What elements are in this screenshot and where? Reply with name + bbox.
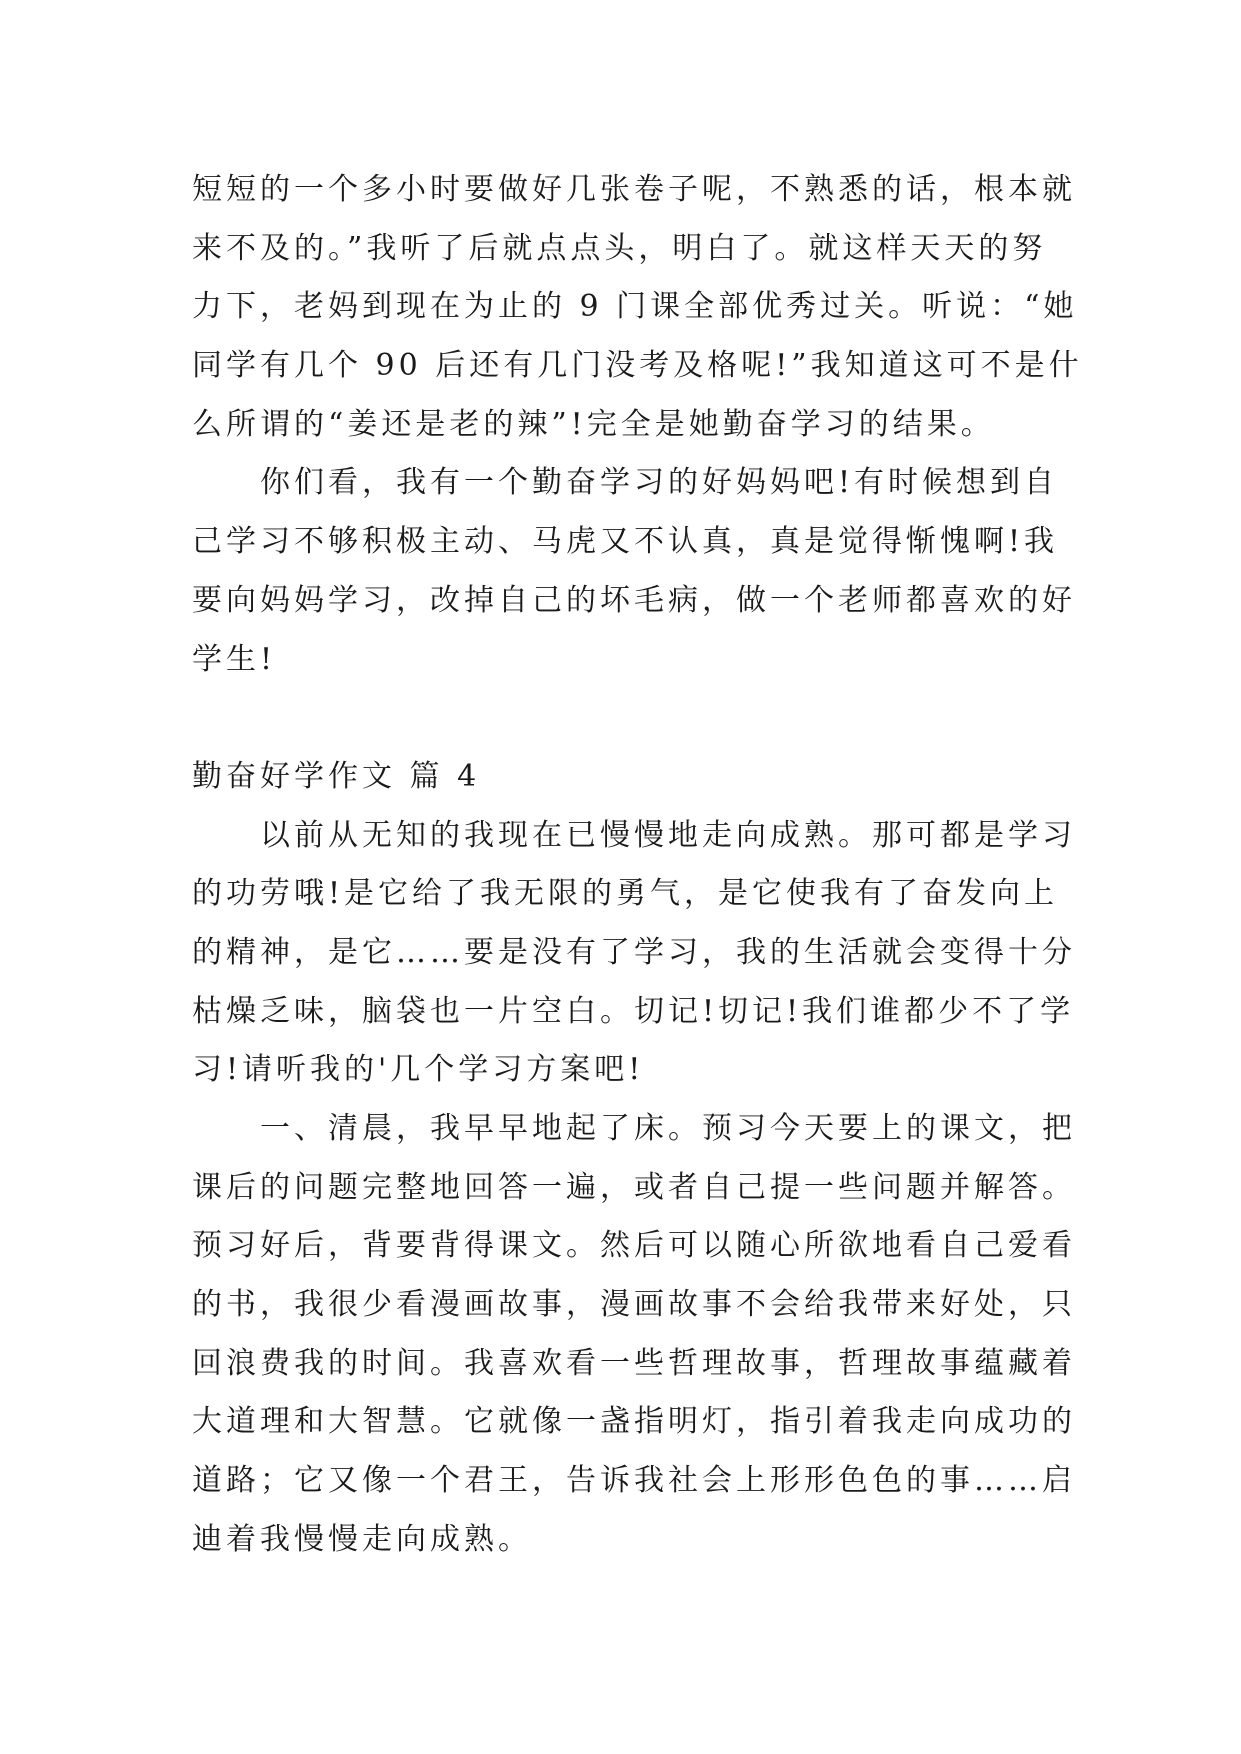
paragraph [192,807,1152,1100]
text-line: 道路；它又像一个君王，告诉我社会上形形色色的事……启 [192,1463,1076,1499]
text-line: 课后的问题完整地回答一遍，或者自己提一些问题并解答。 [192,1169,1076,1205]
text-line: 的精神，是它……要是没有了学习，我的生活就会变得十分 [192,934,1076,970]
text-line: 回浪费我的时间。我喜欢看一些哲理故事，哲理故事蕴藏着 [192,1345,1076,1381]
text-line: 要向妈妈学习，改掉自己的坏毛病，做一个老师都喜欢的好 [192,582,1076,618]
text-line: 力下，老妈到现在为止的 9 门课全部优秀过关。听说：“她 [192,289,1078,325]
text-line: 一、清晨，我早早地起了床。预习今天要上的课文，把 [260,1111,1076,1146]
text-line: 以前从无知的我现在已慢慢地走向成熟。那可都是学习 [260,817,1076,853]
text-line: 么所谓的“姜还是老的辣”!完全是她勤奋学习的结果。 [192,406,995,442]
text-line: 同学有几个 90 后还有几门没考及格呢!”我知道这可不是什 [192,348,1083,384]
document-body [192,161,1152,1570]
section-spacer [192,689,1152,748]
text-line: 大道理和大智慧。它就像一盏指明灯，指引着我走向成功的 [192,1404,1076,1440]
text-line: 你们看，我有一个勤奋学习的好妈妈吧!有时候想到自 [260,465,1059,501]
paragraph [192,1100,1152,1570]
text-line: 学生! [192,641,277,677]
text-line: 迪着我慢慢走向成熟。 [192,1521,532,1557]
paragraph [192,454,1152,689]
text-line: 的书，我很少看漫画故事，漫画故事不会给我带来好处，只 [192,1287,1076,1323]
paragraph [192,161,1152,454]
text-line: 预习好后，背要背得课文。然后可以随心所欲地看自己爱看 [192,1228,1076,1264]
text-line: 短短的一个多小时要做好几张卷子呢，不熟悉的话，根本就 [192,172,1076,207]
text-line: 己学习不够积极主动、马虎又不认真，真是觉得惭愧啊!我 [192,524,1059,560]
text-line: 习!请听我的'几个学习方案吧! [192,1052,645,1088]
text-line: 来不及的。”我听了后就点点头，明白了。就这样天天的努 [192,230,1047,266]
text-line: 枯燥乏味，脑袋也一片空白。切记!切记!我们谁都少不了学 [192,993,1075,1029]
text-line: 的功劳哦!是它给了我无限的勇气，是它使我有了奋发向上 [192,876,1059,912]
section-heading: 勤奋好学作文 篇 4 [192,758,481,794]
